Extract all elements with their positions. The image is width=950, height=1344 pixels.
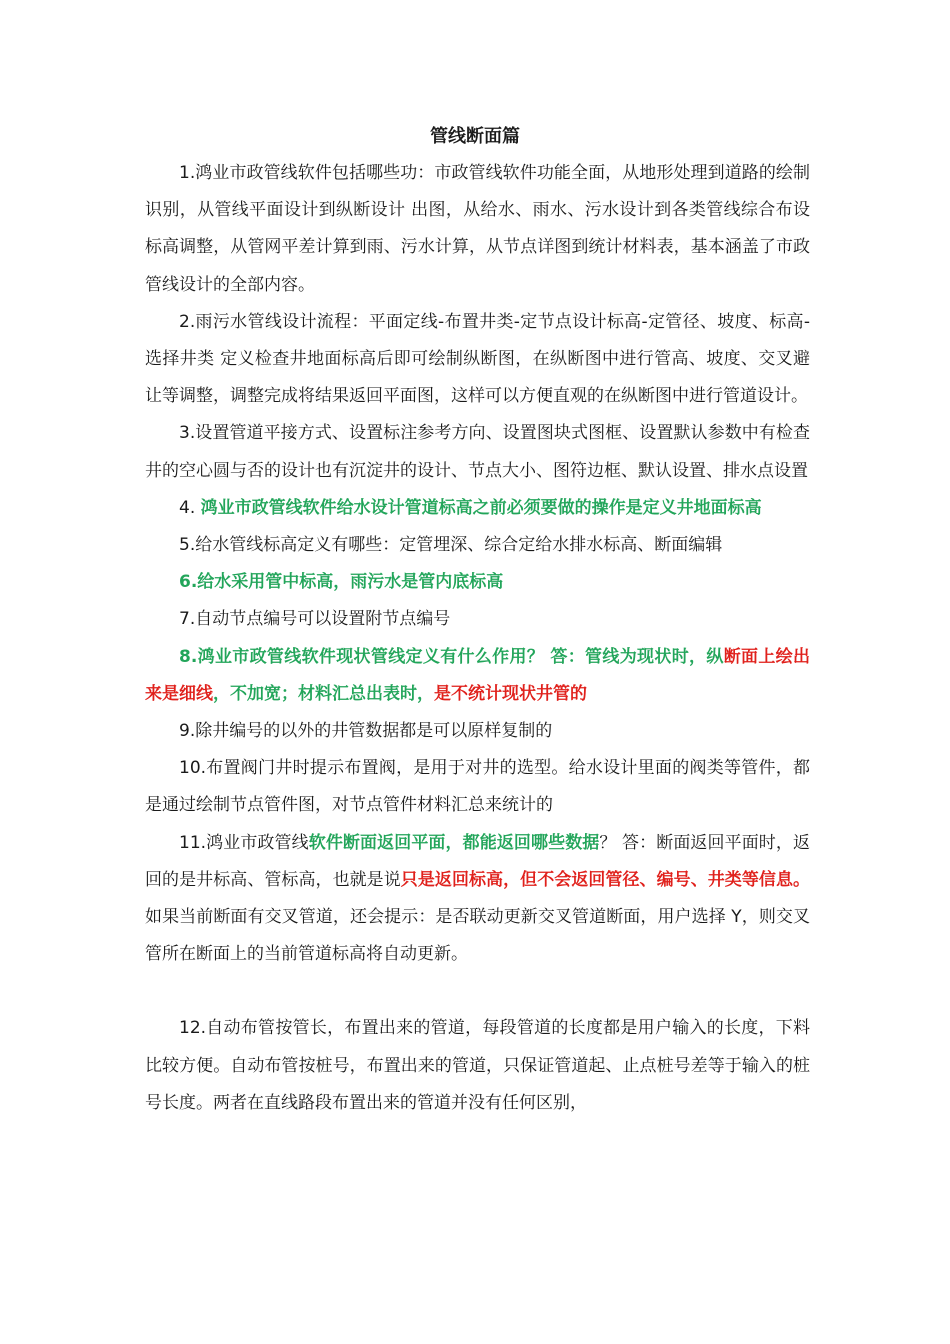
document-body [145, 155, 810, 1122]
paragraph-11-red: 只是返回标高，但不会返回管径、编号、井类等信息。 [400, 869, 811, 890]
paragraph-2: 2.雨污水管线设计流程：平面定线-布置井类-定节点设计标高-定管径、坡度、标高-选择井类 定义检查井地面标高后即可绘制纵断图，在纵断图中进行管高、坡度、交叉避让等调整，调整完成将结果返回平面图，这样可以方便直观的在纵断图中进行管道设计。 [145, 311, 810, 407]
paragraph-8-red-1: 断面上绘出来是细线 [145, 646, 810, 704]
paragraph-11-text-2: ？ 答：断面返回平面时，返回的是井标高、管标高，也就是说 [145, 832, 811, 890]
paragraph-8 [145, 639, 810, 713]
paragraph-4-prefix: 4. [179, 497, 201, 518]
paragraph-6: 6.给水采用管中标高，雨污水是管内底标高 [179, 572, 504, 593]
paragraph-4 [145, 490, 810, 527]
blank-line [145, 973, 810, 1010]
paragraph-11-highlight: 软件断面返回平面，都能返回哪些数据 [308, 832, 600, 853]
paragraph-5: 5.给水管线标高定义有哪些：定管埋深、综合定给水排水标高、断面编辑 [179, 535, 723, 556]
paragraph-8-red-2: 是不统计现状井管的 [434, 683, 587, 704]
paragraph-8-question: 8.鸿业市政管线软件现状管线定义有什么作用？ 答：管线为现状时，纵 [179, 646, 724, 667]
paragraph-11 [145, 825, 810, 974]
paragraph-7: 7.自动节点编号可以设置附节点编号 [179, 609, 451, 630]
paragraph-11-text-1: 11.鸿业市政管线 [179, 832, 309, 853]
page-title: 管线断面篇 [430, 126, 520, 147]
paragraph-4-highlight: 鸿业市政管线软件给水设计管道标高之前必须要做的操作是定义井地面标高 [200, 497, 762, 518]
paragraph-10: 10.布置阀门井时提示布置阀，是用于对井的选型。给水设计里面的阀类等管件，都是通过绘制节点管件图，对节点管件材料汇总来统计的 [145, 758, 810, 816]
paragraph-3: 3.设置管道平接方式、设置标注参考方向、设置图块式图框、设置默认参数中有检查井的空心圆与否的设计也有沉淀井的设计、节点大小、图符边框、默认设置、排水点设置 [145, 423, 810, 481]
paragraph-9: 9.除井编号的以外的井管数据都是可以原样复制的 [179, 721, 553, 742]
paragraph-11-text-3: 如果当前断面有交叉管道，还会提示：是否联动更新交叉管道断面，用户选择 Y，则交叉管所在断面上的当前管道标高将自动更新。 [145, 907, 810, 965]
paragraph-1: 1.鸿业市政管线软件包括哪些功：市政管线软件功能全面，从地形处理到道路的绘制识别，从管线平面设计到纵断设计 出图，从给水、雨水、污水设计到各类管线综合布设标高调整，从管网平差计算到雨、污水计算，从节点详图到统计材料表，基本涵盖了市政管线设计的全部内容。 [145, 163, 810, 295]
paragraph-8-green-2: ，不加宽；材料汇总出表时， [213, 683, 434, 704]
paragraph-12: 12.自动布管按管长，布置出来的管道，每段管道的长度都是用户输入的长度，下料比较方便。自动布管按桩号，布置出来的管道，只保证管道起、止点桩号差等于输入的桩号长度。两者在直线路段布置出来的管道并没有任何区别， [145, 1018, 810, 1113]
